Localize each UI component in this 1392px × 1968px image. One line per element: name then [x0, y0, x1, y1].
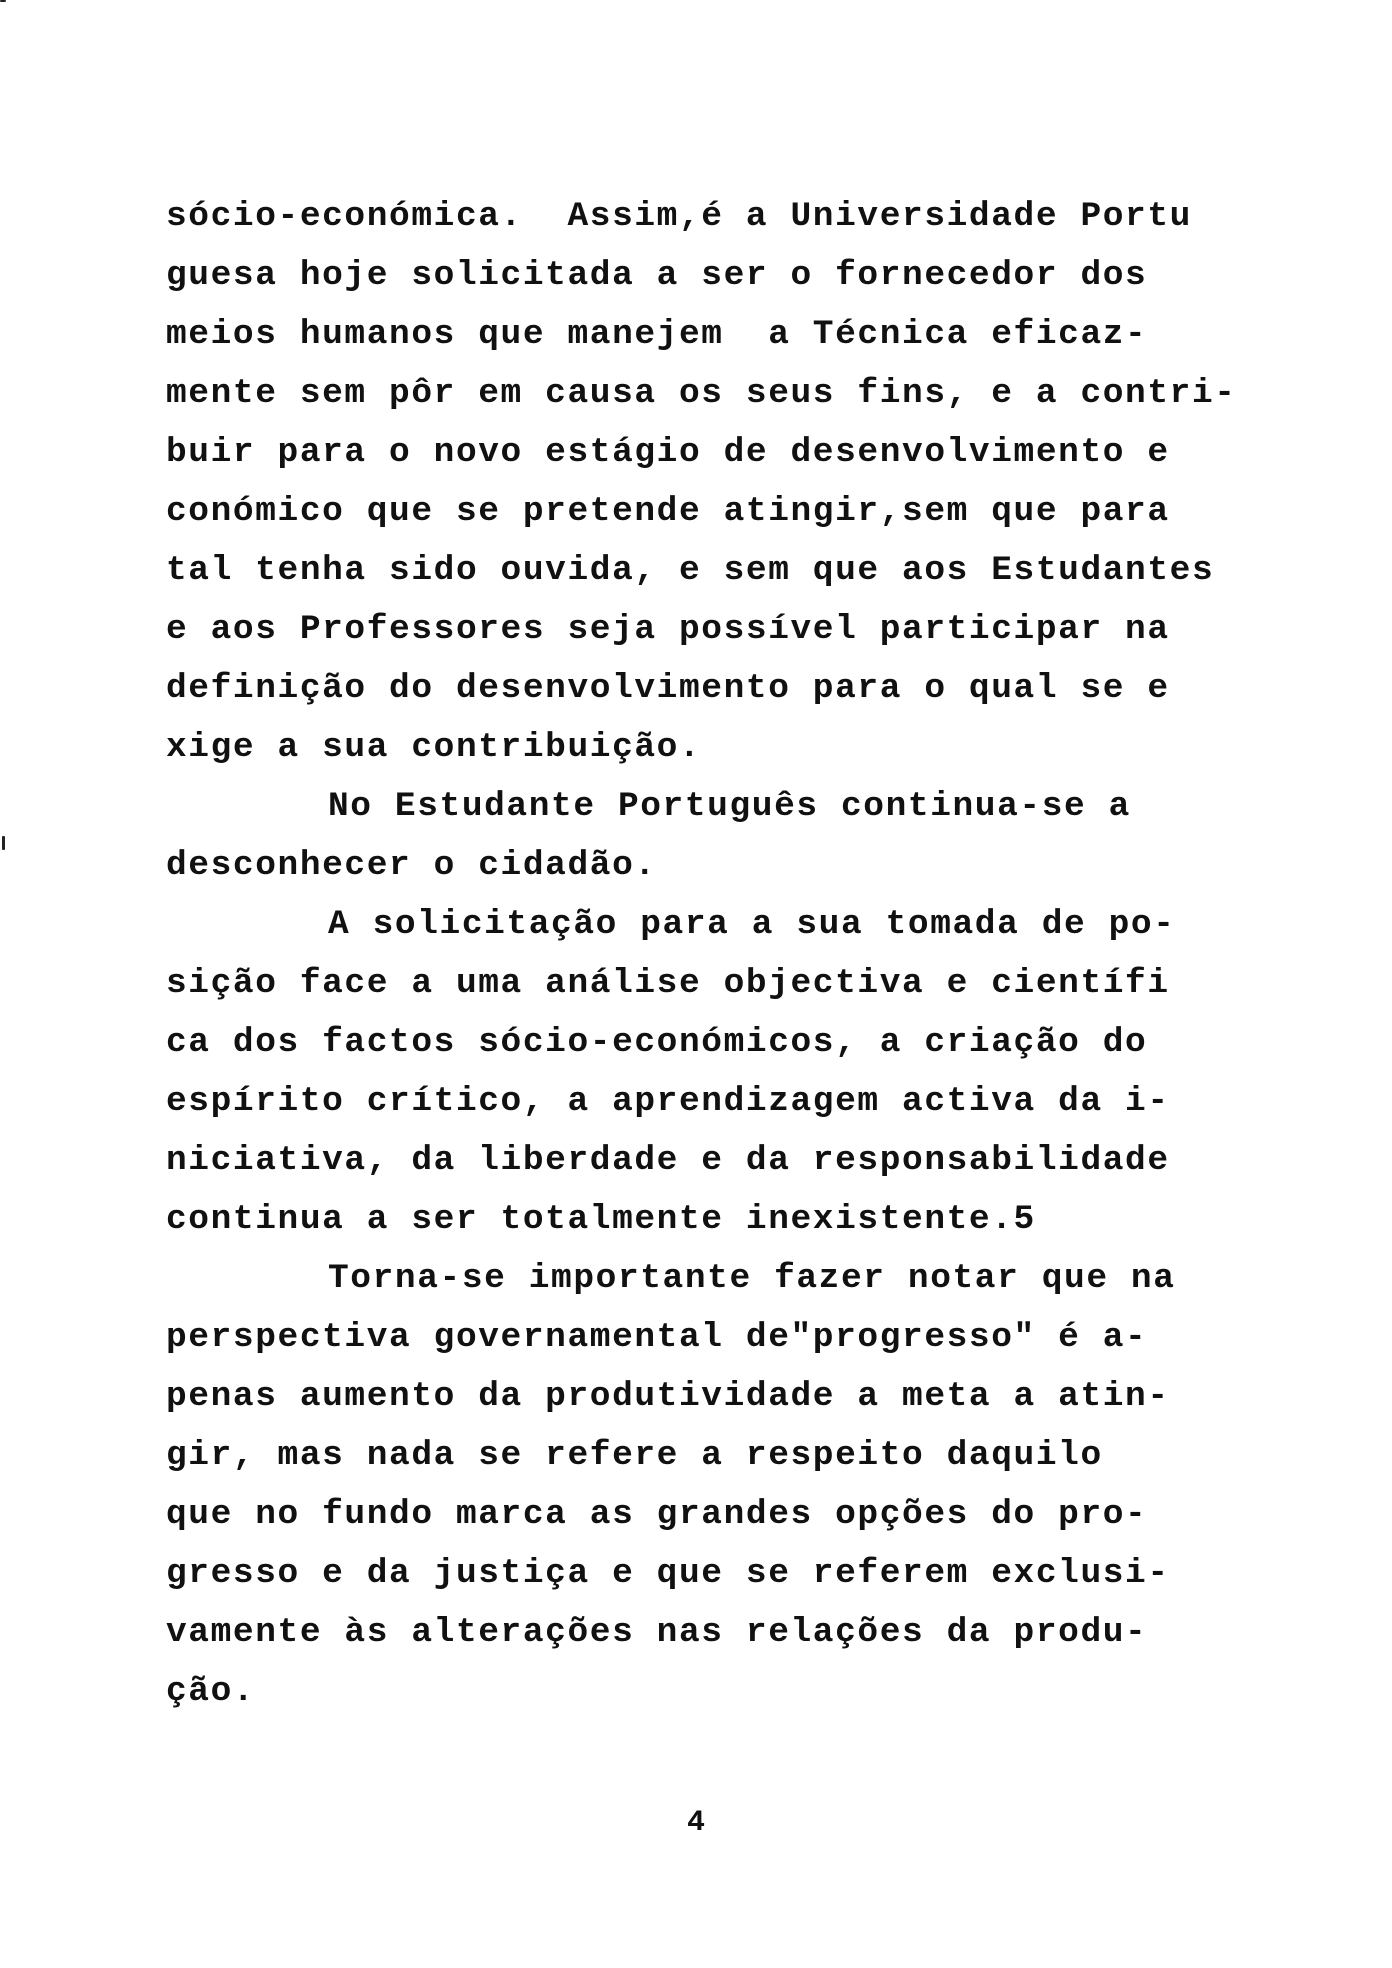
scan-speck — [0, 0, 6, 2]
text-line: e aos Professores seja possível participar na — [166, 610, 1170, 649]
text-line: gresso e da justiça e que se referem exclusi- — [166, 1554, 1170, 1593]
text-line: niciativa, da liberdade e da responsabilidade — [166, 1141, 1170, 1180]
text-line: ção. — [166, 1672, 256, 1711]
text-line: que no fundo marca as grandes opções do pro- — [166, 1495, 1148, 1534]
text-line: guesa hoje solicitada a ser o fornecedor dos — [166, 256, 1148, 295]
text-line: meios humanos que manejem a Técnica eficaz- — [166, 315, 1148, 354]
text-line: perspectiva governamental de"progresso" é a- — [166, 1318, 1148, 1357]
text-line: penas aumento da produtividade a meta a atin- — [166, 1377, 1170, 1416]
text-line-indented: Torna-se importante fazer notar que na — [328, 1259, 1176, 1298]
text-line: sição face a uma análise objectiva e científi — [166, 964, 1170, 1003]
text-line: desconhecer o cidadão. — [166, 846, 657, 885]
text-line: vamente às alterações nas relações da produ- — [166, 1613, 1148, 1652]
text-line: conómico que se pretende atingir,sem que para — [166, 492, 1170, 531]
text-line: espírito crítico, a aprendizagem activa da i- — [166, 1082, 1170, 1121]
page-number: 4 — [686, 1806, 705, 1840]
body-text — [166, 187, 1306, 1721]
text-line: ca dos factos sócio-económicos, a criação do — [166, 1023, 1148, 1062]
text-line: definição do desenvolvimento para o qual se e — [166, 669, 1170, 708]
text-line: tal tenha sido ouvida, e sem que aos Estudantes — [166, 551, 1215, 590]
text-line: sócio-económica. Assim,é a Universidade Portu — [166, 197, 1192, 236]
scan-speck — [2, 836, 5, 850]
text-line: continua a ser totalmente inexistente.5 — [166, 1200, 1036, 1239]
text-line: buir para o novo estágio de desenvolvimento e — [166, 433, 1170, 472]
text-line-indented: A solicitação para a sua tomada de po- — [328, 905, 1176, 944]
text-line: mente sem pôr em causa os seus fins, e a contri- — [166, 374, 1237, 413]
text-line: gir, mas nada se refere a respeito daquilo — [166, 1436, 1103, 1475]
text-line-indented: No Estudante Português continua-se a — [328, 787, 1131, 826]
text-line: xige a sua contribuição. — [166, 728, 702, 767]
